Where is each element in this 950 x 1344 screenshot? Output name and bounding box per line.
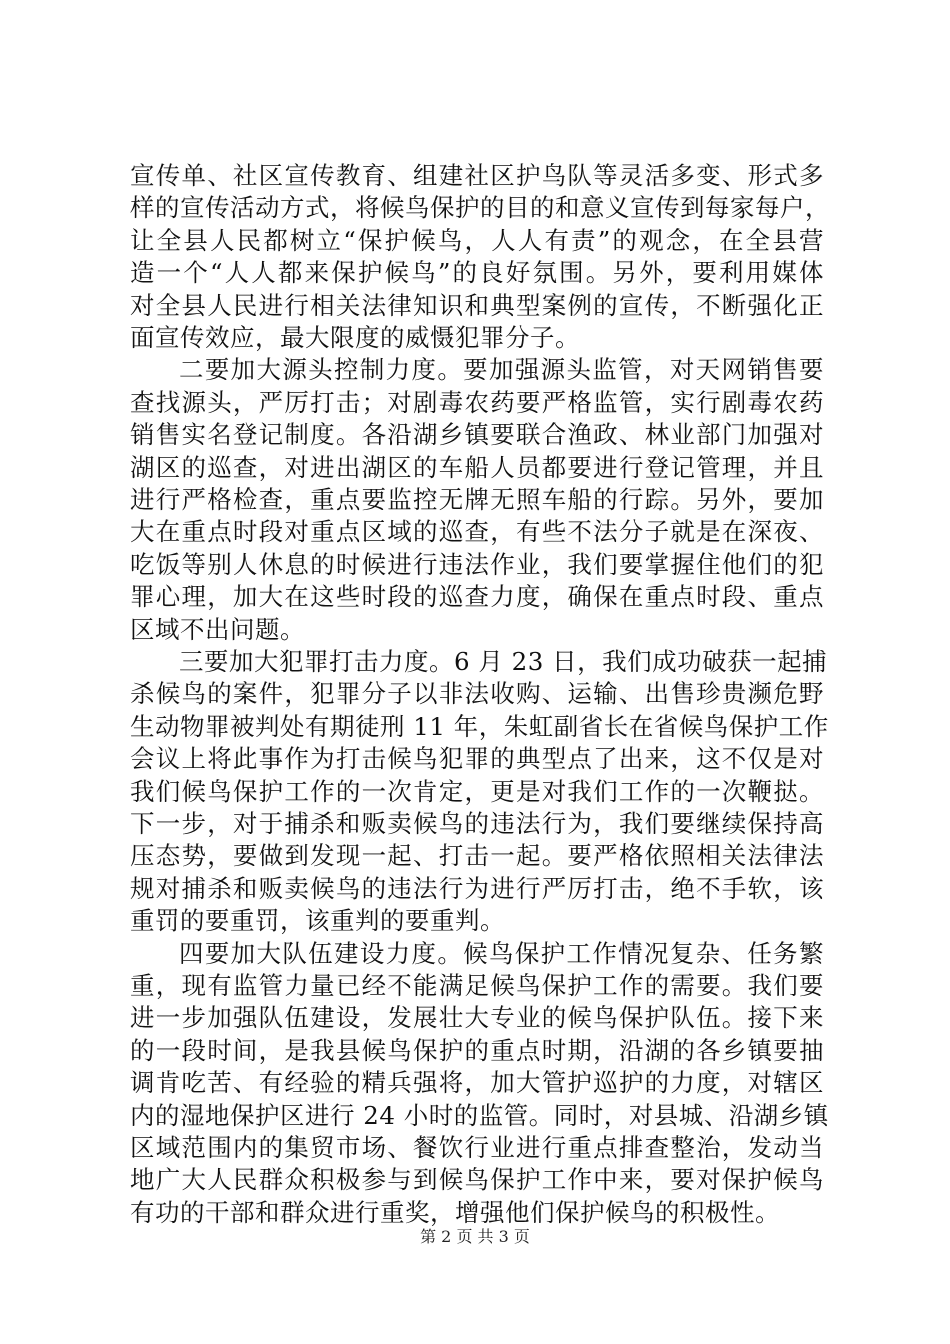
text-line: 湖区的巡查，对进出湖区的车船人员都要进行登记管理，并且 <box>130 452 824 482</box>
text-line: 的一段时间，是我县候鸟保护的重点时期，沿湖的各乡镇要抽 <box>130 1035 824 1065</box>
text-line: 二要加大源头控制力度。要加强源头监管，对天网销售要 <box>179 355 824 385</box>
text-line: 三要加大犯罪打击力度。6 月 23 日，我们成功破获一起捕 <box>179 647 828 676</box>
text-line: 罪心理，加大在这些时段的巡查力度，确保在重点时段、重点 <box>130 582 824 612</box>
text-line: 会议上将此事作为打击候鸟犯罪的典型点了出来，这不仅是对 <box>130 744 824 774</box>
page-footer: 第 2 页 共 3 页 <box>420 1227 530 1246</box>
text-line: 规对捕杀和贩卖候鸟的违法行为进行严厉打击，绝不手软，该 <box>130 873 824 903</box>
text-line: 区域不出问题。 <box>130 614 305 644</box>
text-line: 有功的干部和群众进行重奖，增强他们保护候鸟的积极性。 <box>130 1197 780 1227</box>
text-line: 销售实名登记制度。各沿湖乡镇要联合渔政、林业部门加强对 <box>130 420 824 450</box>
text-line: 对全县人民进行相关法律知识和典型案例的宣传，不断强化正 <box>130 290 824 320</box>
text-line: 区域范围内的集贸市场、餐饮行业进行重点排查整治，发动当 <box>130 1133 824 1162</box>
text-line: 查找源头，严厉打击；对剧毒农药要严格监管，实行剧毒农药 <box>130 387 824 417</box>
text-line: 面宣传效应，最大限度的威慑犯罪分子。 <box>130 323 580 352</box>
text-line: 样的宣传活动方式，将候鸟保护的目的和意义宣传到每家每户， <box>130 193 830 223</box>
text-line: 生动物罪被判处有期徒刑 11 年，朱虹副省长在省候鸟保护工作 <box>130 711 829 741</box>
text-line: 重罚的要重罚，该重判的要重判。 <box>130 906 505 936</box>
text-line: 吃饭等别人休息的时候进行违法作业，我们要掌握住他们的犯 <box>130 549 824 579</box>
text-line: 进行严格检查，重点要监控无牌无照车船的行踪。另外，要加 <box>130 485 824 514</box>
text-line: 进一步加强队伍建设，发展壮大专业的候鸟保护队伍。接下来 <box>130 1003 824 1033</box>
text-line: 四要加大队伍建设力度。候鸟保护工作情况复杂、任务繁 <box>179 938 824 968</box>
text-line: 造一个“人人都来保护候鸟”的良好氛围。另外，要利用媒体 <box>130 258 824 288</box>
text-line: 压态势，要做到发现一起、打击一起。要严格依照相关法律法 <box>130 841 824 871</box>
text-line: 大在重点时段对重点区域的巡查，有些不法分子就是在深夜、 <box>130 517 824 547</box>
text-line: 地广大人民群众积极参与到候鸟保护工作中来，要对保护候鸟 <box>130 1165 824 1195</box>
text-line: 我们候鸟保护工作的一次肯定，更是对我们工作的一次鞭挞。 <box>130 776 824 806</box>
text-line: 让全县人民都树立“保护候鸟，人人有责”的观念，在全县营 <box>130 225 824 255</box>
text-line: 杀候鸟的案件，犯罪分子以非法收购、运输、出售珍贵濒危野 <box>130 679 824 709</box>
text-line: 内的湿地保护区进行 24 小时的监管。同时，对县城、沿湖乡镇 <box>130 1100 829 1130</box>
text-line: 重，现有监管力量已经不能满足候鸟保护工作的需要。我们要 <box>130 971 824 1000</box>
text-line: 调肯吃苦、有经验的精兵强将，加大管护巡护的力度，对辖区 <box>130 1068 824 1098</box>
text-line: 宣传单、社区宣传教育、组建社区护鸟队等灵活多变、形式多 <box>130 161 824 190</box>
text-line: 下一步，对于捕杀和贩卖候鸟的违法行为，我们要继续保持高 <box>130 809 824 838</box>
